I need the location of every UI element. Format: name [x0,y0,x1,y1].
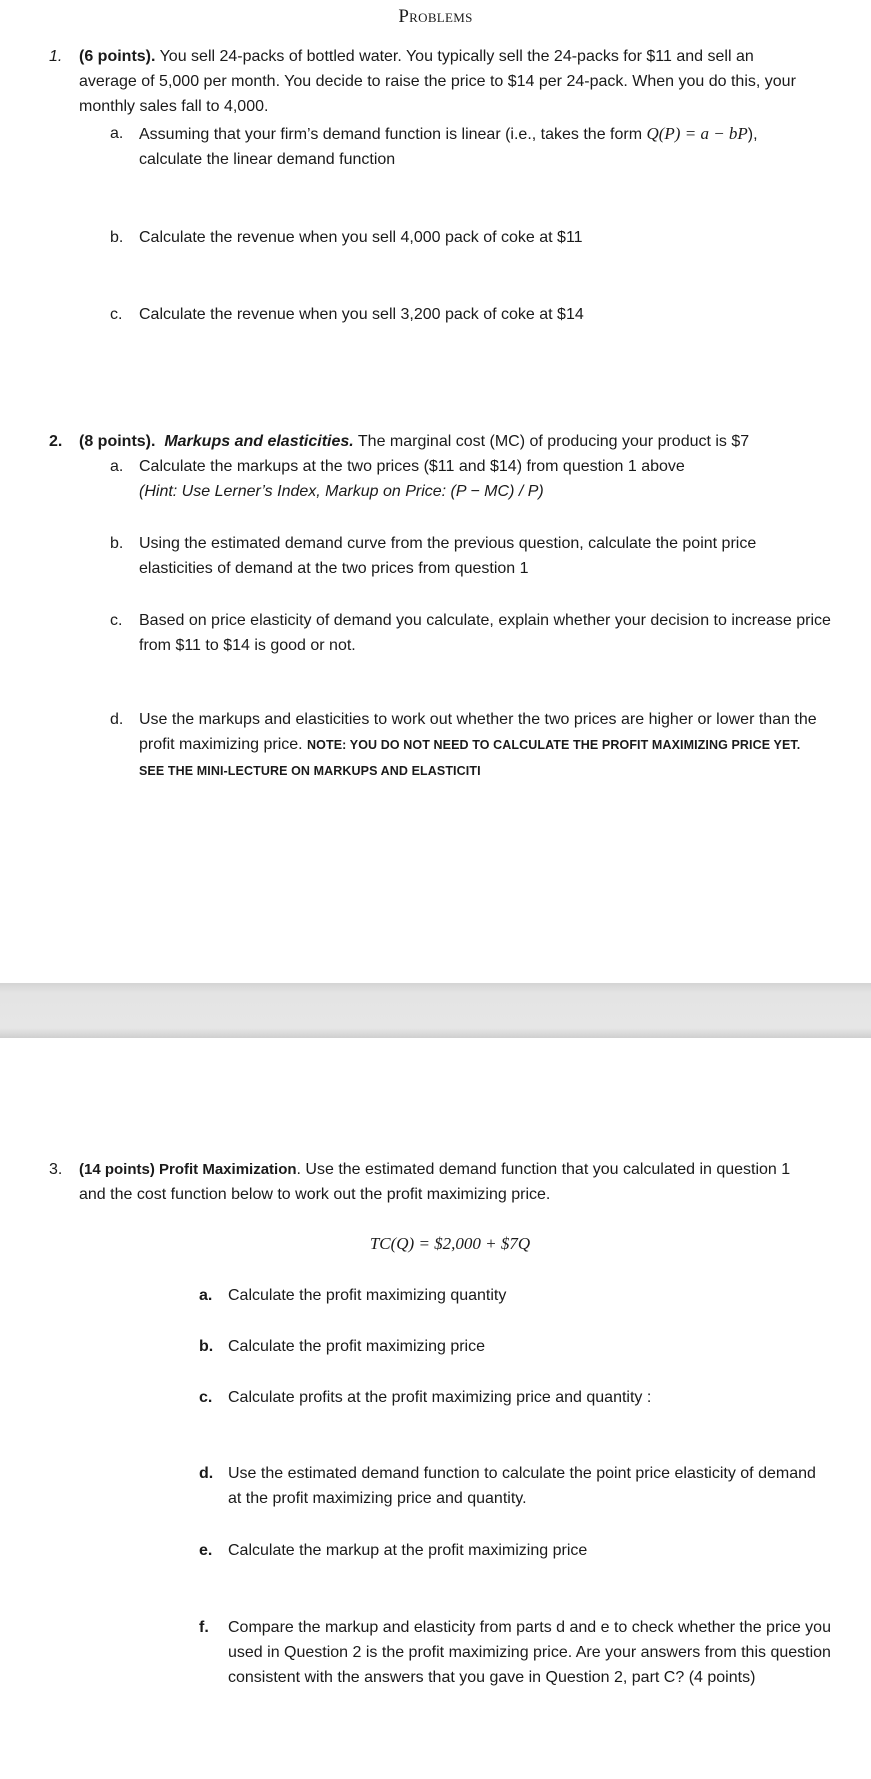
question-3e [199,1538,828,1563]
question-2d-text: Use the markups and elasticities to work out whether the two prices are higher or lower than the profit maximizing price. [139,711,817,753]
question-1a-formula: Q(P) = a − bP [646,124,748,143]
question-2c-label: c. [110,612,123,629]
question-2d-label: d. [110,711,124,728]
question-2-title: Markups and elasticities. [164,433,354,450]
question-2b-label: b. [110,535,124,552]
question-2d [110,707,819,784]
question-1-text: You sell 24-packs of bottled water. You typically sell the 24-packs for $11 and sell an average of 5,000 per month. You decide to raise the price to $14 per 24-pack. When you do this, your monthly sales fall to 4,000. [79,48,796,115]
question-1c-text: Calculate the revenue when you sell 3,200 pack of coke at $14 [139,306,584,323]
question-2b [110,531,819,581]
question-1b-text: Calculate the revenue when you sell 4,000 pack of coke at $11 [139,229,583,246]
question-3b-label: b. [199,1338,214,1355]
question-3b-text: Calculate the profit maximizing price [228,1338,485,1355]
question-3e-text: Calculate the markup at the profit maximizing price [228,1542,588,1559]
question-2-number: 2. [49,433,63,450]
question-2a-label: a. [110,458,124,475]
question-3f-text: Compare the markup and elasticity from parts d and e to check whether the price you used in Question 2 is the profit maximizing price. Are your answers from this question consistent with the answers that you gave in Question 2, part C? (4 points) [228,1619,831,1686]
question-3c-text: Calculate profits at the profit maximizing price and quantity : [228,1389,652,1406]
question-1-number: 1. [49,48,63,65]
page-heading: Problems [398,6,473,27]
question-3-points: (14 points) [79,1161,155,1178]
question-2c-text: Based on price elasticity of demand you calculate, explain whether your decision to increase price from $11 to $14 is good or not. [139,612,831,654]
question-1a-label: a. [110,125,124,142]
question-2a-text: Calculate the markups at the two prices ($11 and $14) from question 1 above [139,458,685,475]
question-2c [110,608,834,658]
question-3a [199,1283,828,1308]
question-2b-text: Using the estimated demand curve from the previous question, calculate the point price elasticities of demand at the two prices from question 1 [139,535,757,577]
question-3c [199,1385,828,1410]
question-3f [199,1615,838,1690]
question-1-points: (6 points). [79,48,156,65]
question-3b [199,1334,828,1359]
question-3a-text: Calculate the profit maximizing quantity [228,1287,507,1304]
question-1 [49,44,799,119]
question-3 [49,1157,819,1207]
question-1c-label: c. [110,306,123,323]
question-1b [110,225,819,250]
question-2-points: (8 points). [79,433,156,450]
question-1a-text-before: Assuming that your firm’s demand function is linear (i.e., takes the form [139,126,647,143]
question-3a-label: a. [199,1287,213,1304]
question-3c-label: c. [199,1389,213,1406]
question-3d-label: d. [199,1465,214,1482]
question-1b-label: b. [110,229,124,246]
question-3-title: Profit Maximization [154,1161,297,1178]
question-1a [110,121,819,172]
question-3f-label: f. [199,1619,209,1636]
question-3-text: . Use the estimated demand function that you calculated in question 1 and the cost function below to work out the profit maximizing price. [79,1161,791,1203]
question-2 [49,429,819,454]
question-3d [199,1461,828,1511]
question-2a-hint: (Hint: Use Lerner’s Index, Markup on Price: (P − MC) / P) [139,483,544,500]
question-1a-text-after: ), calculate the linear demand function [139,126,758,168]
question-3-number: 3. [49,1161,63,1178]
question-2d-note: NOTE: YOU DO NOT NEED TO CALCULATE THE PROFIT MAXIMIZING PRICE YET. SEE THE MINI-LECTURE ON MARKUPS AND ELASTICITI [139,738,801,778]
total-cost-formula [0,1234,871,1254]
page-2 [0,1038,871,1779]
total-cost-formula-text: TC(Q) = $2,000 + $7Q [369,1234,531,1253]
question-3e-label: e. [199,1542,213,1559]
question-1c [110,302,819,327]
question-2a [110,454,829,504]
question-3d-text: Use the estimated demand function to calculate the point price elasticity of demand at the profit maximizing price and quantity. [228,1465,816,1507]
page-break [0,983,871,1038]
question-2-text: The marginal cost (MC) of producing your product is $7 [353,433,750,450]
